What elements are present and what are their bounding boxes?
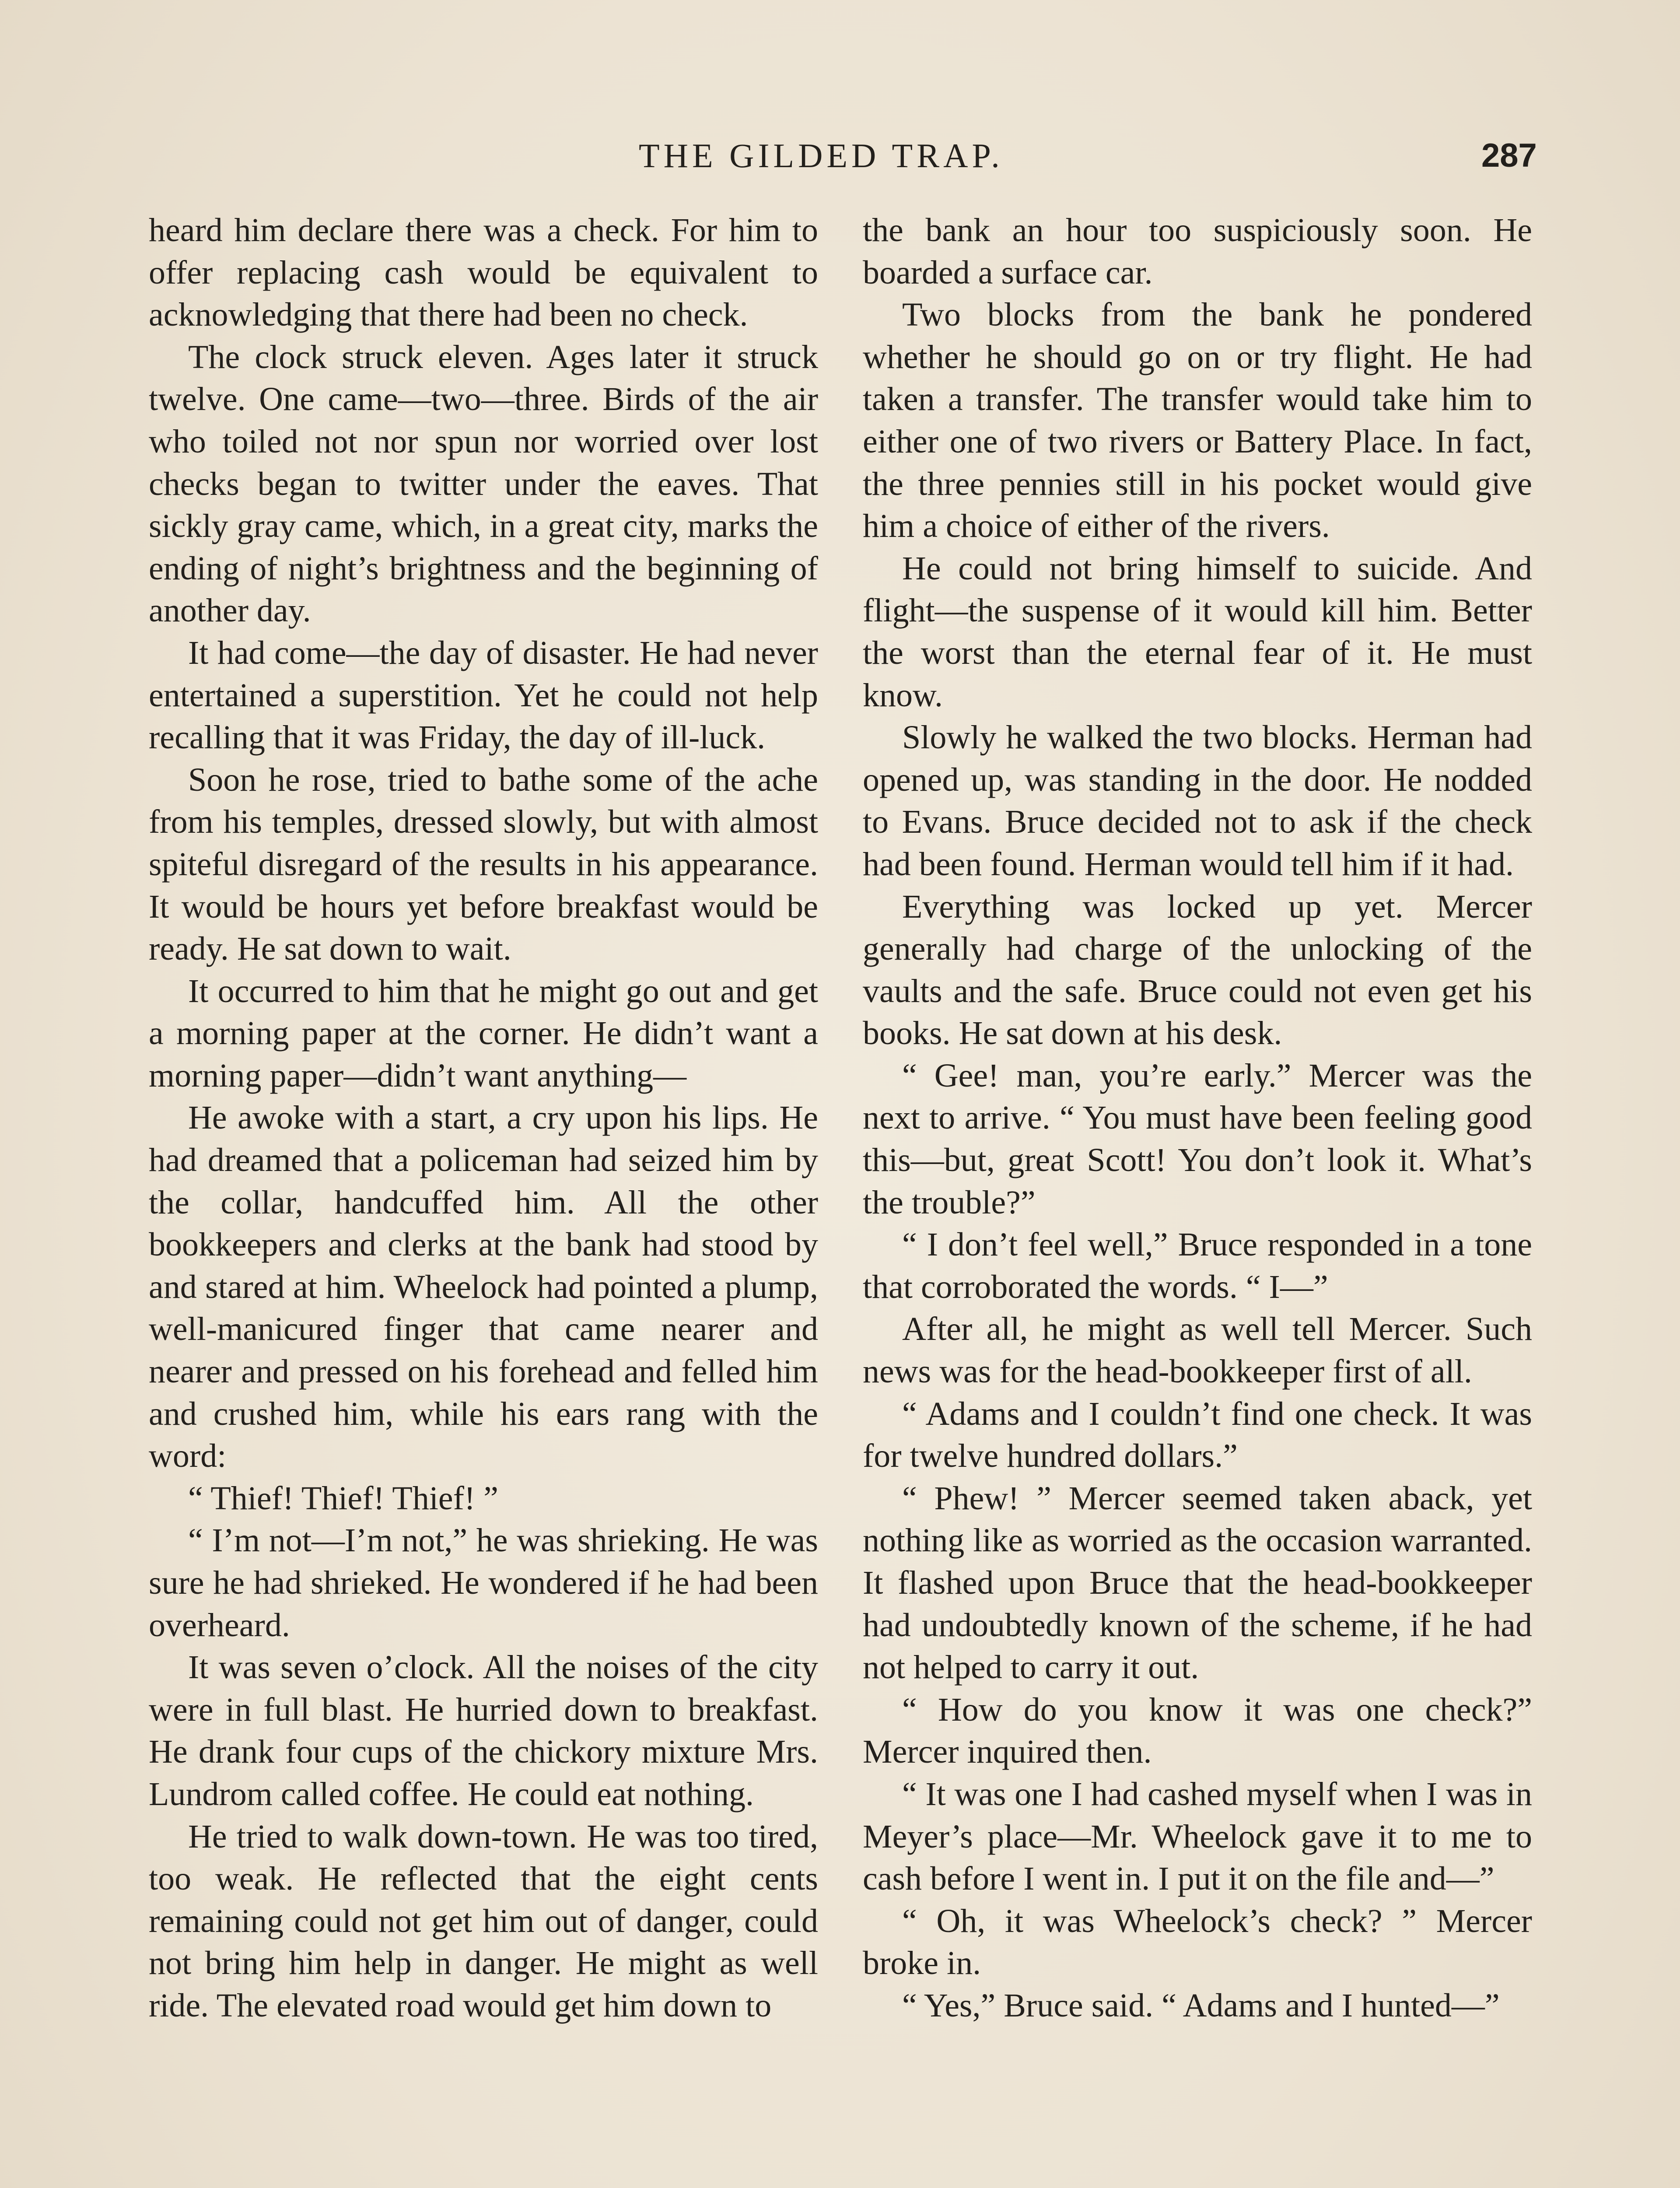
paragraph: Slowly he walked the two blocks. Herman had opened up, was standing in the door. He nodded to Evans. Bruce decided not to ask if the check had been found. Herman would tell him if it had. bbox=[863, 719, 1532, 883]
paragraph: It occurred to him that he might go out and get a morning paper at the corner. He didn’t want a morning paper—didn’t want anything— bbox=[149, 972, 818, 1094]
left-text-column bbox=[149, 209, 818, 2027]
paragraph: “ Thief! Thief! Thief! ” bbox=[188, 1480, 499, 1517]
paragraph: “ How do you know it was one check?” Mercer inquired then. bbox=[863, 1691, 1532, 1771]
running-head bbox=[0, 130, 1680, 182]
paragraph: “ Adams and I couldn’t find one check. It was for twelve hundred dollars.” bbox=[863, 1395, 1532, 1475]
paragraph: heard him declare there was a check. For him to offer replacing cash would be equivalent to acknowledging that there had been no check. bbox=[149, 212, 818, 333]
paragraph: “ I’m not—I’m not,” he was shrieking. He was sure he had shrieked. He wondered if he had been overheard. bbox=[149, 1522, 818, 1644]
paragraph: Everything was locked up yet. Mercer generally had charge of the unlocking of the vaults and the safe. Bruce could not even get his books. He sat down at his desk. bbox=[863, 888, 1532, 1052]
right-text-column bbox=[863, 209, 1532, 2027]
paragraph: He could not bring himself to suicide. And flight—the suspense of it would kill him. Better the worst than the eternal fear of it. He must know. bbox=[863, 550, 1532, 714]
paragraph: “ Gee! man, you’re early.” Mercer was the next to arrive. “ You must have been feeling good this—but, great Scott! You don’t look it. What’s the trouble?” bbox=[863, 1057, 1532, 1221]
paragraph: the bank an hour too suspiciously soon. He boarded a surface car. bbox=[863, 212, 1532, 291]
running-title: THE GILDED TRAP. bbox=[639, 137, 1004, 175]
page-number: 287 bbox=[1481, 137, 1537, 174]
paragraph: “ Phew! ” Mercer seemed taken aback, yet nothing like as worried as the occasion warranted. It flashed upon Bruce that the head-bookkeeper had undoubtedly known of the scheme, if he had not helped to carry it out. bbox=[863, 1480, 1532, 1686]
paragraph: It was seven o’clock. All the noises of the city were in full blast. He hurried down to breakfast. He drank four cups of the chickory mixture Mrs. Lundrom called coffee. He could eat nothing. bbox=[149, 1649, 818, 1813]
paragraph: Two blocks from the bank he pondered whether he should go on or try flight. He had taken a transfer. The transfer would take him to either one of two rivers or Battery Place. In fact, the three pennies still in his pocket would give him a choice of either of the rivers. bbox=[863, 296, 1532, 545]
paragraph: He tried to walk down-town. He was too tired, too weak. He reflected that the eight cents remaining could not get him out of danger, could not bring him help in danger. He might as well ride. The elevated road would get him down to bbox=[149, 1818, 818, 2024]
paragraph: It had come—the day of disaster. He had never entertained a superstition. Yet he could not help recalling that it was Friday, the day of ill-luck. bbox=[149, 634, 818, 756]
paragraph: Soon he rose, tried to bathe some of the ache from his temples, dressed slowly, but with almost spiteful disregard of the results in his appearance. It would be hours yet before breakfast would be ready. He sat down to wait. bbox=[149, 761, 818, 968]
paragraph: “ It was one I had cashed myself when I was in Meyer’s place—Mr. Wheelock gave it to me to cash before I went in. I put it on the file and—” bbox=[863, 1775, 1532, 1897]
paragraph: He awoke with a start, a cry upon his lips. He had dreamed that a policeman had seized him by the collar, handcuffed him. All the other bookkeepers and clerks at the bank had stood by and stared at him. Wheelock had pointed a plump, well-manicured finger that came nearer and nearer and pressed on his forehead and felled him and crushed him, while his ears rang with the word: bbox=[149, 1099, 818, 1475]
paragraph: “ I don’t feel well,” Bruce responded in a tone that corroborated the words. “ I—” bbox=[863, 1226, 1532, 1305]
paragraph: The clock struck eleven. Ages later it struck twelve. One came—two—three. Birds of the air who toiled not nor spun nor worried over lost checks began to twitter under the eaves. That sickly gray came, which, in a great city, marks the ending of night’s brightness and the beginning of another day. bbox=[149, 338, 818, 629]
paragraph: “ Oh, it was Wheelock’s check? ” Mercer broke in. bbox=[863, 1902, 1532, 1982]
paragraph: After all, he might as well tell Mercer. Such news was for the head-bookkeeper first of all. bbox=[863, 1311, 1532, 1390]
paragraph: “ Yes,” Bruce said. “ Adams and I hunted—” bbox=[902, 1987, 1500, 2024]
